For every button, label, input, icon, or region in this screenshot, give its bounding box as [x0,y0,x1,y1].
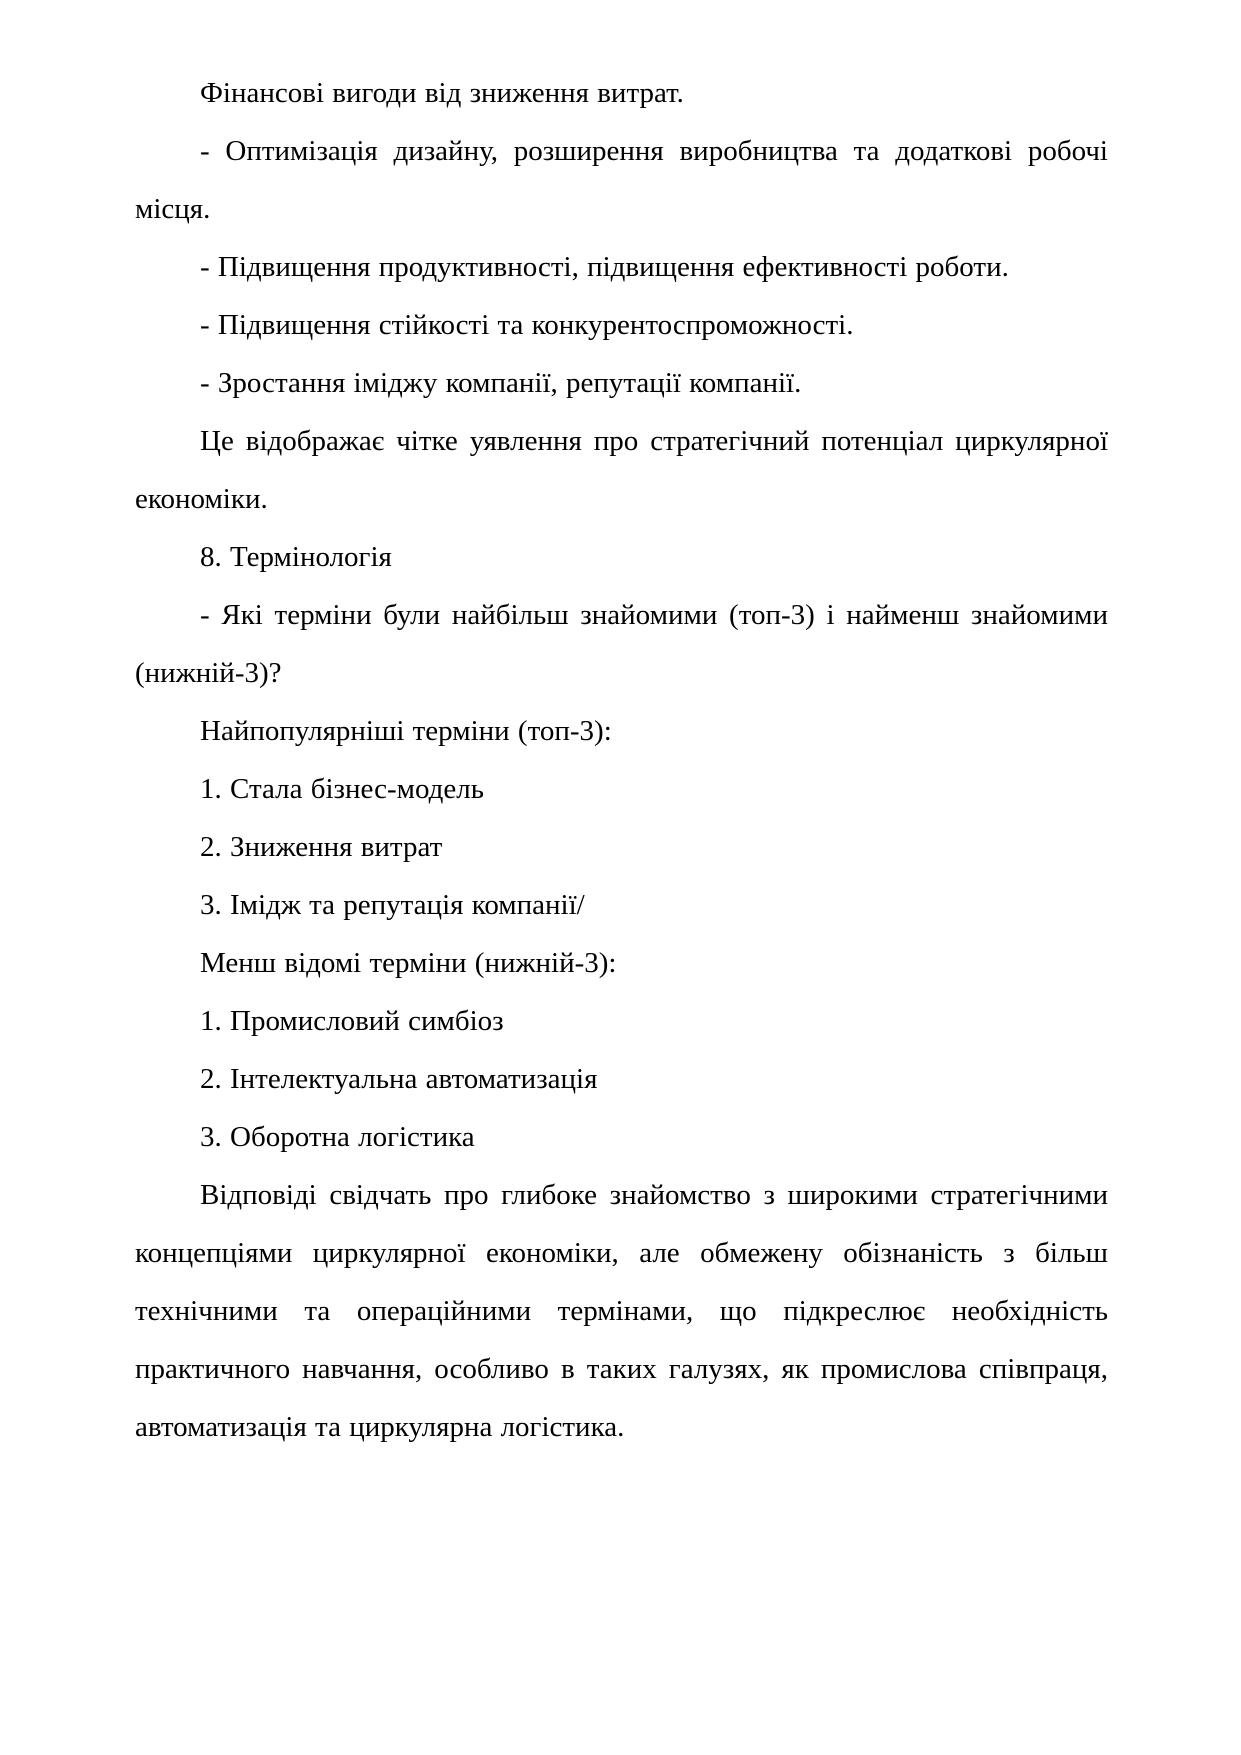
numbered-item-intelligent-automation: 2. Інтелектуальна автоматизація [200,1063,598,1095]
numbered-item-reverse-logistics: 3. Оборотна логістика [200,1121,475,1153]
label-less-known-terms: Менш відомі терміни (нижній-3): [200,947,617,979]
bullet-item-image-reputation: - Зростання іміджу компанії, репутації компанії. [200,367,802,399]
heading-terminology: 8. Термінологія [200,541,392,573]
question-familiar-terms: - Які терміни були найбільш знайомими (топ-3) і найменш знайомими (нижній-3)? [135,599,1108,689]
paragraph-financial-benefits: Фінансові вигоди від зниження витрат. [200,77,684,109]
numbered-item-sustainable-business-model: 1. Стала бізнес-модель [200,773,484,805]
numbered-item-industrial-symbiosis: 1. Промисловий симбіоз [200,1005,504,1037]
paragraph-conclusion: Відповіді свідчать про глибоке знайомство з широкими стратегічними концепціями циркулярної економіки, але обмежену обізнаність з більш технічними та операційними термінами, що підкреслює необхідність практичного навчання, особливо в таких галузях, як промислова співпраця, автоматизація та циркулярна логістика. [135,1179,1108,1443]
bullet-item-productivity: - Підвищення продуктивності, підвищення ефективності роботи. [200,251,1009,283]
bullet-item-design-optimization: - Оптимізація дизайну, розширення виробництва та додаткові робочі місця. [135,135,1108,225]
paragraph-strategic-potential: Це відображає чітке уявлення про стратегічний потенціал циркулярної економіки. [135,425,1108,515]
numbered-item-image-reputation: 3. Імідж та репутація компанії/ [200,889,585,921]
bullet-item-resilience: - Підвищення стійкості та конкурентоспроможності. [200,309,854,341]
label-top-terms: Найпопулярніші терміни (топ-3): [200,715,612,747]
numbered-item-cost-reduction: 2. Зниження витрат [200,831,443,863]
